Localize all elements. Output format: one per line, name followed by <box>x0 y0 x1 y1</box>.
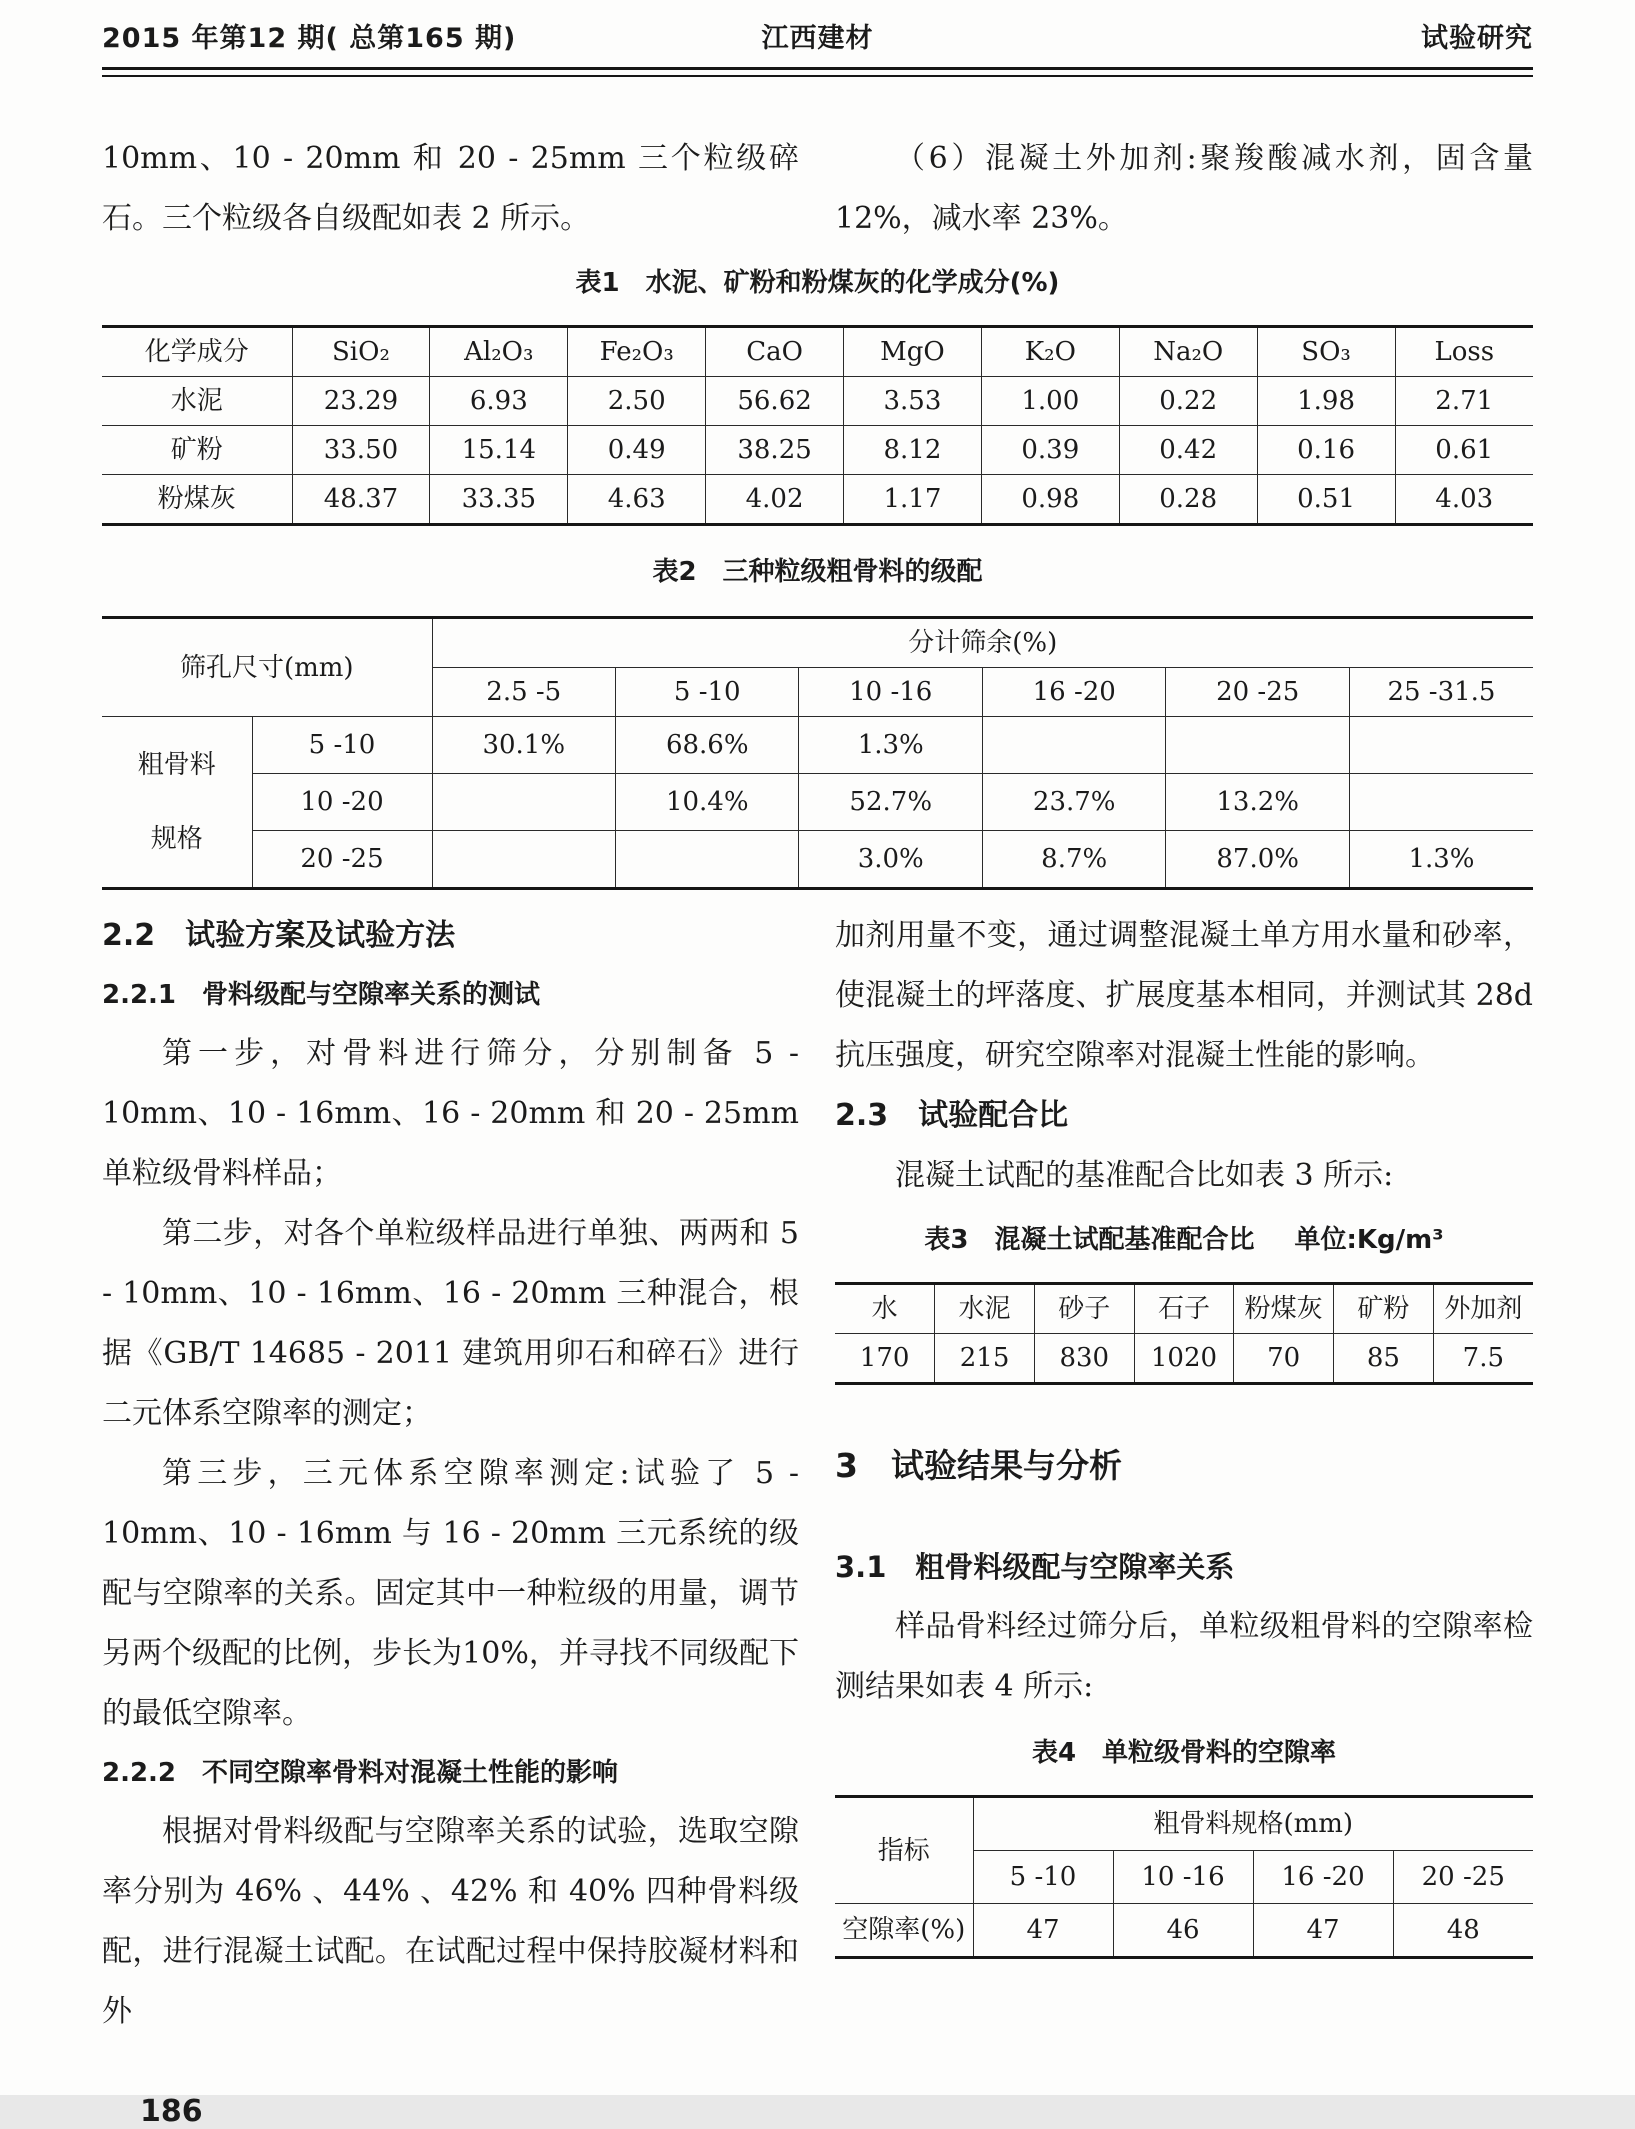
table-cell: 170 <box>835 1334 935 1384</box>
table-header-cell: 20 -25 <box>1393 1851 1533 1904</box>
table-cell: 0.49 <box>568 426 706 475</box>
table-cell: 7.5 <box>1433 1334 1533 1384</box>
paragraph: 第二步，对各个单粒级样品进行单独、两两和 5 - 10mm、10 - 16mm、16 - 20mm 三种混合，根据《GB/T 14685 - 2011 建筑用卯石和碎石》进行二元体系空隙率的测定； <box>102 1216 799 1431</box>
left-column-top <box>102 129 799 249</box>
paragraph: 10mm、10 - 20mm 和 20 - 25mm 三个粒级碎石。三个粒级各自级配如表 2 所示。 <box>102 141 799 236</box>
section-heading: 3 试验结果与分析 <box>835 1446 1122 1485</box>
corner-header-cell: 指标 <box>835 1797 973 1904</box>
table-cell <box>432 774 615 831</box>
page-header <box>102 16 1533 55</box>
table-header-row <box>835 1284 1533 1334</box>
table-cell <box>1349 717 1533 774</box>
table-header-cell: Al₂O₃ <box>430 327 568 377</box>
row-label-cell: 矿粉 <box>102 426 292 475</box>
table-cell: 23.7% <box>982 774 1165 831</box>
table3-caption <box>835 1222 1533 1258</box>
table-header-cell: 矿粉 <box>1334 1284 1434 1334</box>
top-columns <box>102 129 1533 249</box>
table-cell: 33.35 <box>430 475 568 525</box>
table-header-cell: 2.5 -5 <box>432 668 615 717</box>
table2-caption: 表2 三种粒级粗骨料的级配 <box>652 557 983 587</box>
table-cell: 2.50 <box>568 377 706 426</box>
table-1-chemical-composition <box>102 325 1533 526</box>
table4-caption: 表4 单粒级骨料的空隙率 <box>1031 1738 1337 1768</box>
paragraph: （6）混凝土外加剂:聚羧酸减水剂，固含量 12%，减水率 23%。 <box>835 141 1533 236</box>
table-header-cell: Loss <box>1395 327 1533 377</box>
journal-title: 江西建材 <box>761 23 874 54</box>
table-2-aggregate-grading <box>102 616 1533 890</box>
table-header-cell: 水泥 <box>935 1284 1035 1334</box>
paragraph: 第三步，三元体系空隙率测定:试验了 5 - 10mm、10 - 16mm 与 16 - 20mm 三元系统的级配与空隙率的关系。固定其中一种粒级的用量，调节另两个级配的比例，步长为10%，并寻找不同级配下的最低空隙率。 <box>102 1456 799 1731</box>
row-label-cell: 水泥 <box>102 377 292 426</box>
table-row <box>102 377 1533 426</box>
issue-info: 2015 年第12 期( 总第165 期) <box>102 23 517 54</box>
table-cell: 6.93 <box>430 377 568 426</box>
table-header-cell: Fe₂O₃ <box>568 327 706 377</box>
table-cell <box>982 717 1165 774</box>
table-cell: 30.1% <box>432 717 615 774</box>
bottom-columns <box>102 906 1533 2042</box>
table-cell: 0.51 <box>1257 475 1395 525</box>
table-cell: 0.98 <box>981 475 1119 525</box>
table-header-row <box>102 618 1533 668</box>
column-label: 试验研究 <box>1421 23 1533 54</box>
table-cell: 85 <box>1334 1334 1434 1384</box>
table-cell: 47 <box>1253 1904 1393 1958</box>
row-label-cell: 20 -25 <box>252 831 432 889</box>
table-cell: 56.62 <box>706 377 844 426</box>
table1-caption: 表1 水泥、矿粉和粉煤灰的化学成分(%) <box>575 268 1060 298</box>
table-cell: 0.28 <box>1119 475 1257 525</box>
paragraph: 混凝土试配的基准配合比如表 3 所示: <box>895 1158 1394 1193</box>
table-header-row <box>102 327 1533 377</box>
table-cell: 0.39 <box>981 426 1119 475</box>
left-column-bottom <box>102 906 799 2042</box>
table-cell: 2.71 <box>1395 377 1533 426</box>
page-number: 186 <box>140 2094 203 2129</box>
table-row <box>102 774 1533 831</box>
table-row <box>102 426 1533 475</box>
table-header-cell: 化学成分 <box>102 327 292 377</box>
table-header-cell: K₂O <box>981 327 1119 377</box>
row-label-cell: 粉煤灰 <box>102 475 292 525</box>
table-cell: 3.53 <box>844 377 982 426</box>
table-row <box>102 831 1533 889</box>
table-cell <box>1349 774 1533 831</box>
table-header-cell: 砂子 <box>1034 1284 1134 1334</box>
table-header-cell: 16 -20 <box>982 668 1165 717</box>
section-heading: 2.3 试验配合比 <box>835 1098 1069 1133</box>
table-cell: 1.3% <box>799 717 982 774</box>
table-cell <box>616 831 799 889</box>
table-cell: 68.6% <box>616 717 799 774</box>
row-group-label-line: 规格 <box>150 824 203 854</box>
row-label-cell: 5 -10 <box>252 717 432 774</box>
paragraph: 加剂用量不变，通过调整混凝土单方用水量和砂率，使混凝土的坪落度、扩展度基本相同，并测试其 28d 抗压强度，研究空隙率对混凝土性能的影响。 <box>835 918 1533 1073</box>
table-cell: 1.00 <box>981 377 1119 426</box>
table-cell: 4.02 <box>706 475 844 525</box>
subsection-heading: 2.2.2 不同空隙率骨料对混凝土性能的影响 <box>102 1758 619 1788</box>
table-cell: 4.63 <box>568 475 706 525</box>
table-cell: 4.03 <box>1395 475 1533 525</box>
table-cell: 13.2% <box>1166 774 1349 831</box>
table3-caption-text: 表3 混凝土试配基准配合比 <box>924 1225 1255 1255</box>
table-cell: 1.3% <box>1349 831 1533 889</box>
table-header-cell: SiO₂ <box>292 327 430 377</box>
table-cell: 0.22 <box>1119 377 1257 426</box>
table-header-cell: MgO <box>844 327 982 377</box>
table-row <box>102 475 1533 525</box>
table-header-cell: 水 <box>835 1284 935 1334</box>
table-header-cell: Na₂O <box>1119 327 1257 377</box>
table-cell: 15.14 <box>430 426 568 475</box>
table-cell: 1.98 <box>1257 377 1395 426</box>
table-cell: 0.61 <box>1395 426 1533 475</box>
row-group-label-cell <box>102 717 252 889</box>
table-header-cell: 20 -25 <box>1166 668 1349 717</box>
table-cell: 70 <box>1234 1334 1334 1384</box>
table-cell: 1020 <box>1134 1334 1234 1384</box>
table-header-cell: 粉煤灰 <box>1234 1284 1334 1334</box>
group-header-cell: 分计筛余(%) <box>432 618 1533 668</box>
table-cell: 8.7% <box>982 831 1165 889</box>
right-column-top <box>835 129 1533 249</box>
table-row <box>102 717 1533 774</box>
table-header-cell: SO₃ <box>1257 327 1395 377</box>
table-cell: 10.4% <box>616 774 799 831</box>
table-cell: 47 <box>973 1904 1113 1958</box>
table-header-cell: 石子 <box>1134 1284 1234 1334</box>
table-cell: 46 <box>1113 1904 1253 1958</box>
corner-header-cell: 筛孔尺寸(mm) <box>102 618 432 717</box>
paragraph: 根据对骨料级配与空隙率关系的试验，选取空隙率分别为 46% 、44% 、42% 和 40% 四种骨料级配，进行混凝土试配。在试配过程中保持胶凝材料和外 <box>102 1814 799 2029</box>
subsection-heading: 2.2.1 骨料级配与空隙率关系的测试 <box>102 980 541 1010</box>
table-cell <box>1166 717 1349 774</box>
table3-unit-label: 单位:Kg/m³ <box>1294 1225 1444 1255</box>
table-header-cell: 25 -31.5 <box>1349 668 1533 717</box>
group-header-cell: 粗骨料规格(mm) <box>973 1797 1533 1851</box>
paragraph: 第一步，对骨料进行筛分，分别制备 5 - 10mm、10 - 16mm、16 - 20mm 和 20 - 25mm 单粒级骨料样品； <box>102 1036 799 1191</box>
table-header-cell: 16 -20 <box>1253 1851 1393 1904</box>
table-header-cell: 10 -16 <box>799 668 982 717</box>
right-column-bottom <box>835 906 1533 2042</box>
table-header-cell: 5 -10 <box>616 668 799 717</box>
table-cell: 8.12 <box>844 426 982 475</box>
table-header-row <box>835 1797 1533 1851</box>
table-cell: 3.0% <box>799 831 982 889</box>
table-cell: 0.16 <box>1257 426 1395 475</box>
table-header-cell: CaO <box>706 327 844 377</box>
table-header-cell: 外加剂 <box>1433 1284 1533 1334</box>
row-group-label-line: 粗骨料 <box>137 750 216 780</box>
table-row <box>835 1334 1533 1384</box>
table-cell: 33.50 <box>292 426 430 475</box>
row-label-cell: 10 -20 <box>252 774 432 831</box>
table-cell: 48 <box>1393 1904 1533 1958</box>
table-header-cell: 5 -10 <box>973 1851 1113 1904</box>
table-cell: 38.25 <box>706 426 844 475</box>
table-3-mix-proportion <box>835 1282 1533 1385</box>
table-cell: 87.0% <box>1166 831 1349 889</box>
subsection-heading: 3.1 粗骨料级配与空隙率关系 <box>835 1550 1235 1584</box>
table-cell <box>432 831 615 889</box>
table-cell: 48.37 <box>292 475 430 525</box>
table-cell: 23.29 <box>292 377 430 426</box>
header-rule <box>102 67 1533 77</box>
table-cell: 1.17 <box>844 475 982 525</box>
paragraph: 样品骨料经过筛分后，单粒级粗骨料的空隙率检测结果如表 4 所示: <box>835 1609 1533 1704</box>
table-4-void-ratio <box>835 1795 1533 1959</box>
table-row <box>835 1904 1533 1958</box>
table-cell: 0.42 <box>1119 426 1257 475</box>
section-heading: 2.2 试验方案及试验方法 <box>102 918 456 953</box>
table-cell: 52.7% <box>799 774 982 831</box>
table-cell: 215 <box>935 1334 1035 1384</box>
row-label-cell: 空隙率(%) <box>835 1904 973 1958</box>
table-cell: 830 <box>1034 1334 1134 1384</box>
page-footer <box>140 2094 1533 2129</box>
table-header-cell: 10 -16 <box>1113 1851 1253 1904</box>
